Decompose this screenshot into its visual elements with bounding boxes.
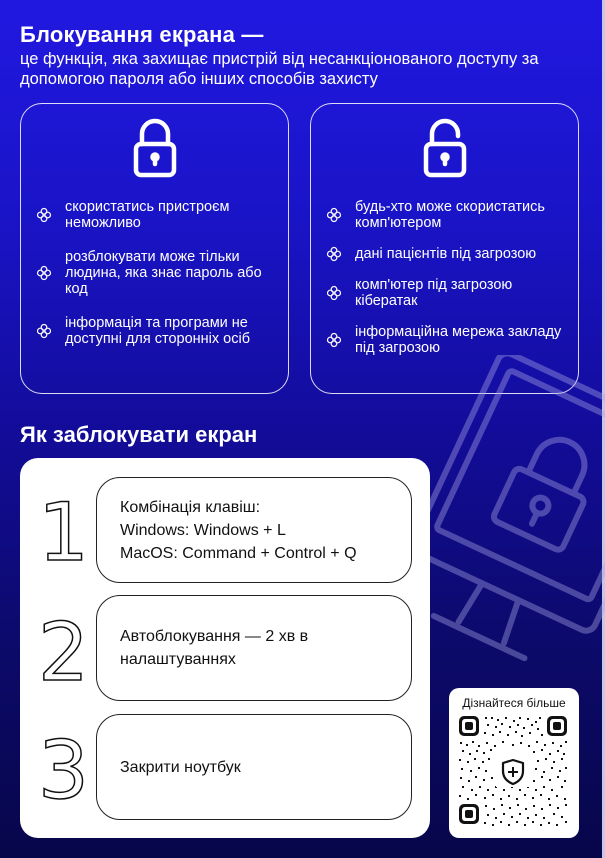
step-line: Windows: Windows + L: [120, 521, 286, 539]
step-card-autolock: [96, 595, 412, 701]
step-line: Комбінація клавіш:: [120, 498, 261, 516]
step-number: 3: [38, 724, 89, 817]
steps-panel: [20, 458, 430, 838]
list-item: [323, 324, 573, 356]
list-item-text: будь-хто може скористатись комп'ютером: [355, 199, 545, 231]
step-line: налаштуваннях: [120, 651, 236, 668]
locked-benefits-card: [20, 103, 289, 394]
flower-bullet-icon: [323, 285, 345, 301]
step-card-keyboard-shortcut: [96, 477, 412, 583]
list-item-text: розблокувати може тільки людина, яка знає пароль або код: [65, 249, 262, 297]
page-subtitle: це функція, яка захищає пристрій від несанкціонованого доступу за допомогою пароля або інших способів захисту: [20, 50, 539, 88]
list-item: [323, 277, 573, 309]
step-card-close-laptop: [96, 714, 412, 820]
qr-finder-bottom-left: [459, 804, 479, 824]
flower-bullet-icon: [323, 246, 345, 262]
page-title: Блокування екрана —: [20, 22, 264, 47]
step-line: Закрити ноутбук: [120, 758, 241, 776]
list-item-text: комп'ютер під загрозою кібератак: [355, 277, 513, 309]
flower-bullet-icon: [323, 207, 345, 223]
list-item-text: дані пацієнтів під загрозою: [355, 246, 537, 262]
step-line: MacOS: Command + Control + Q: [120, 544, 357, 562]
flower-bullet-icon: [33, 323, 55, 339]
step-line: Автоблокування — 2 хв в: [120, 628, 309, 645]
qr-card[interactable]: [449, 688, 579, 838]
list-item-text: інформаційна мережа закладу під загрозою: [355, 324, 562, 356]
flower-bullet-icon: [323, 332, 345, 348]
list-item-text: інформація та програми не доступні для сторонніх осіб: [65, 315, 251, 347]
shield-plus-icon: [496, 755, 530, 787]
lock-closed-icon: [133, 118, 177, 178]
list-item: [33, 249, 283, 297]
locked-benefits-list: [33, 199, 283, 365]
qr-finder-top-left: [459, 716, 479, 736]
step-number: 1: [38, 486, 89, 579]
qr-finder-top-right: [547, 716, 567, 736]
qr-label: Дізнайтеся більше: [462, 696, 566, 710]
list-item: [323, 246, 573, 262]
list-item-text: скористатись пристроєм неможливо: [65, 199, 230, 231]
list-item: [33, 199, 283, 231]
flower-bullet-icon: [33, 265, 55, 281]
unlocked-risks-list: [323, 199, 573, 371]
how-to-lock-title: Як заблокувати екран: [20, 422, 258, 447]
list-item: [323, 199, 573, 231]
list-item: [33, 315, 283, 347]
step-number: 2: [38, 606, 89, 699]
qr-code[interactable]: [457, 714, 569, 828]
lock-open-icon: [423, 118, 467, 178]
unlocked-risks-card: [310, 103, 579, 394]
flower-bullet-icon: [33, 207, 55, 223]
monitor-lock-illustration: [405, 355, 605, 685]
